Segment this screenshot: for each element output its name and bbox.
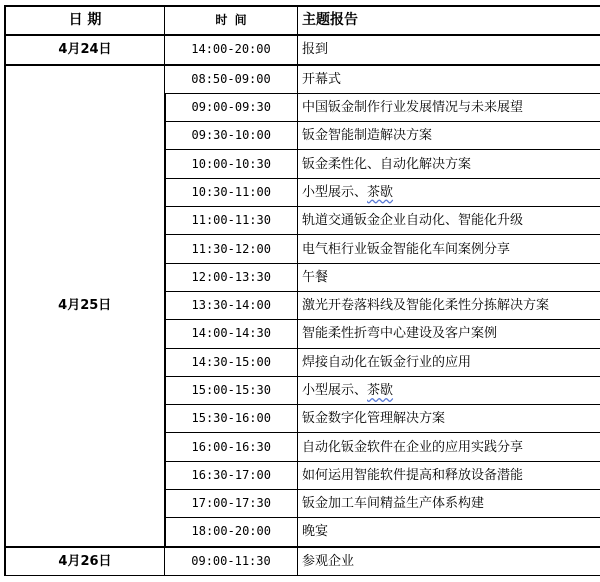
session-time-cell: 14:00-20:00 bbox=[165, 35, 298, 64]
day-date-cell: 4月26日 bbox=[5, 547, 165, 576]
header-time: 时 间 bbox=[165, 6, 298, 35]
session-topic-cell: 钣金加工车间精益生产体系构建 bbox=[298, 490, 600, 518]
session-topic-cell: 小型展示、茶歇 bbox=[298, 376, 600, 404]
session-time-cell: 09:00-11:30 bbox=[165, 547, 298, 576]
session-time-cell: 13:30-14:00 bbox=[165, 291, 298, 319]
session-time-cell: 14:30-15:00 bbox=[165, 348, 298, 376]
session-time-cell: 11:30-12:00 bbox=[165, 235, 298, 263]
table-row bbox=[5, 65, 600, 94]
session-topic-cell: 钣金数字化管理解决方案 bbox=[298, 405, 600, 433]
session-topic-cell: 智能柔性折弯中心建设及客户案例 bbox=[298, 320, 600, 348]
session-topic-cell: 开幕式 bbox=[298, 65, 600, 94]
session-time-cell: 15:00-15:30 bbox=[165, 376, 298, 404]
header-topic: 主题报告 bbox=[298, 6, 600, 35]
session-time-cell: 10:30-11:00 bbox=[165, 178, 298, 206]
session-time-cell: 09:00-09:30 bbox=[165, 93, 298, 121]
session-topic-cell: 如何运用智能软件提高和释放设备潜能 bbox=[298, 461, 600, 489]
session-topic-cell: 轨道交通钣金企业自动化、智能化升级 bbox=[298, 207, 600, 235]
session-time-cell: 11:00-11:30 bbox=[165, 207, 298, 235]
session-topic-cell: 中国钣金制作行业发展情况与未来展望 bbox=[298, 93, 600, 121]
header-date: 日 期 bbox=[5, 6, 165, 35]
table-row bbox=[5, 35, 600, 64]
session-time-cell: 14:00-14:30 bbox=[165, 320, 298, 348]
session-topic-cell: 钣金柔性化、自动化解决方案 bbox=[298, 150, 600, 178]
day-date-cell: 4月25日 bbox=[5, 65, 165, 547]
session-time-cell: 09:30-10:00 bbox=[165, 122, 298, 150]
session-topic-cell: 焊接自动化在钣金行业的应用 bbox=[298, 348, 600, 376]
session-topic-cell: 晚宴 bbox=[298, 518, 600, 547]
spellcheck-mark: 茶歇 bbox=[367, 184, 394, 200]
session-time-cell: 08:50-09:00 bbox=[165, 65, 298, 94]
session-time-cell: 18:00-20:00 bbox=[165, 518, 298, 547]
session-time-cell: 15:30-16:00 bbox=[165, 405, 298, 433]
session-topic-cell: 小型展示、茶歇 bbox=[298, 178, 600, 206]
schedule-wrapper bbox=[4, 5, 600, 576]
session-time-cell: 10:00-10:30 bbox=[165, 150, 298, 178]
day-date-cell: 4月24日 bbox=[5, 35, 165, 64]
table-row bbox=[5, 547, 600, 576]
session-time-cell: 16:30-17:00 bbox=[165, 461, 298, 489]
schedule-table bbox=[4, 5, 600, 576]
session-time-cell: 12:00-13:30 bbox=[165, 263, 298, 291]
session-topic-cell: 电气柜行业钣金智能化车间案例分享 bbox=[298, 235, 600, 263]
session-topic-cell: 参观企业 bbox=[298, 547, 600, 576]
session-topic-cell: 激光开卷落料线及智能化柔性分拣解决方案 bbox=[298, 291, 600, 319]
schedule-body bbox=[5, 35, 600, 575]
session-topic-cell: 报到 bbox=[298, 35, 600, 64]
header-row bbox=[5, 6, 600, 35]
session-topic-cell: 钣金智能制造解决方案 bbox=[298, 122, 600, 150]
session-time-cell: 17:00-17:30 bbox=[165, 490, 298, 518]
session-time-cell: 16:00-16:30 bbox=[165, 433, 298, 461]
session-topic-cell: 自动化钣金软件在企业的应用实践分享 bbox=[298, 433, 600, 461]
session-topic-cell: 午餐 bbox=[298, 263, 600, 291]
spellcheck-mark: 茶歇 bbox=[367, 383, 394, 398]
